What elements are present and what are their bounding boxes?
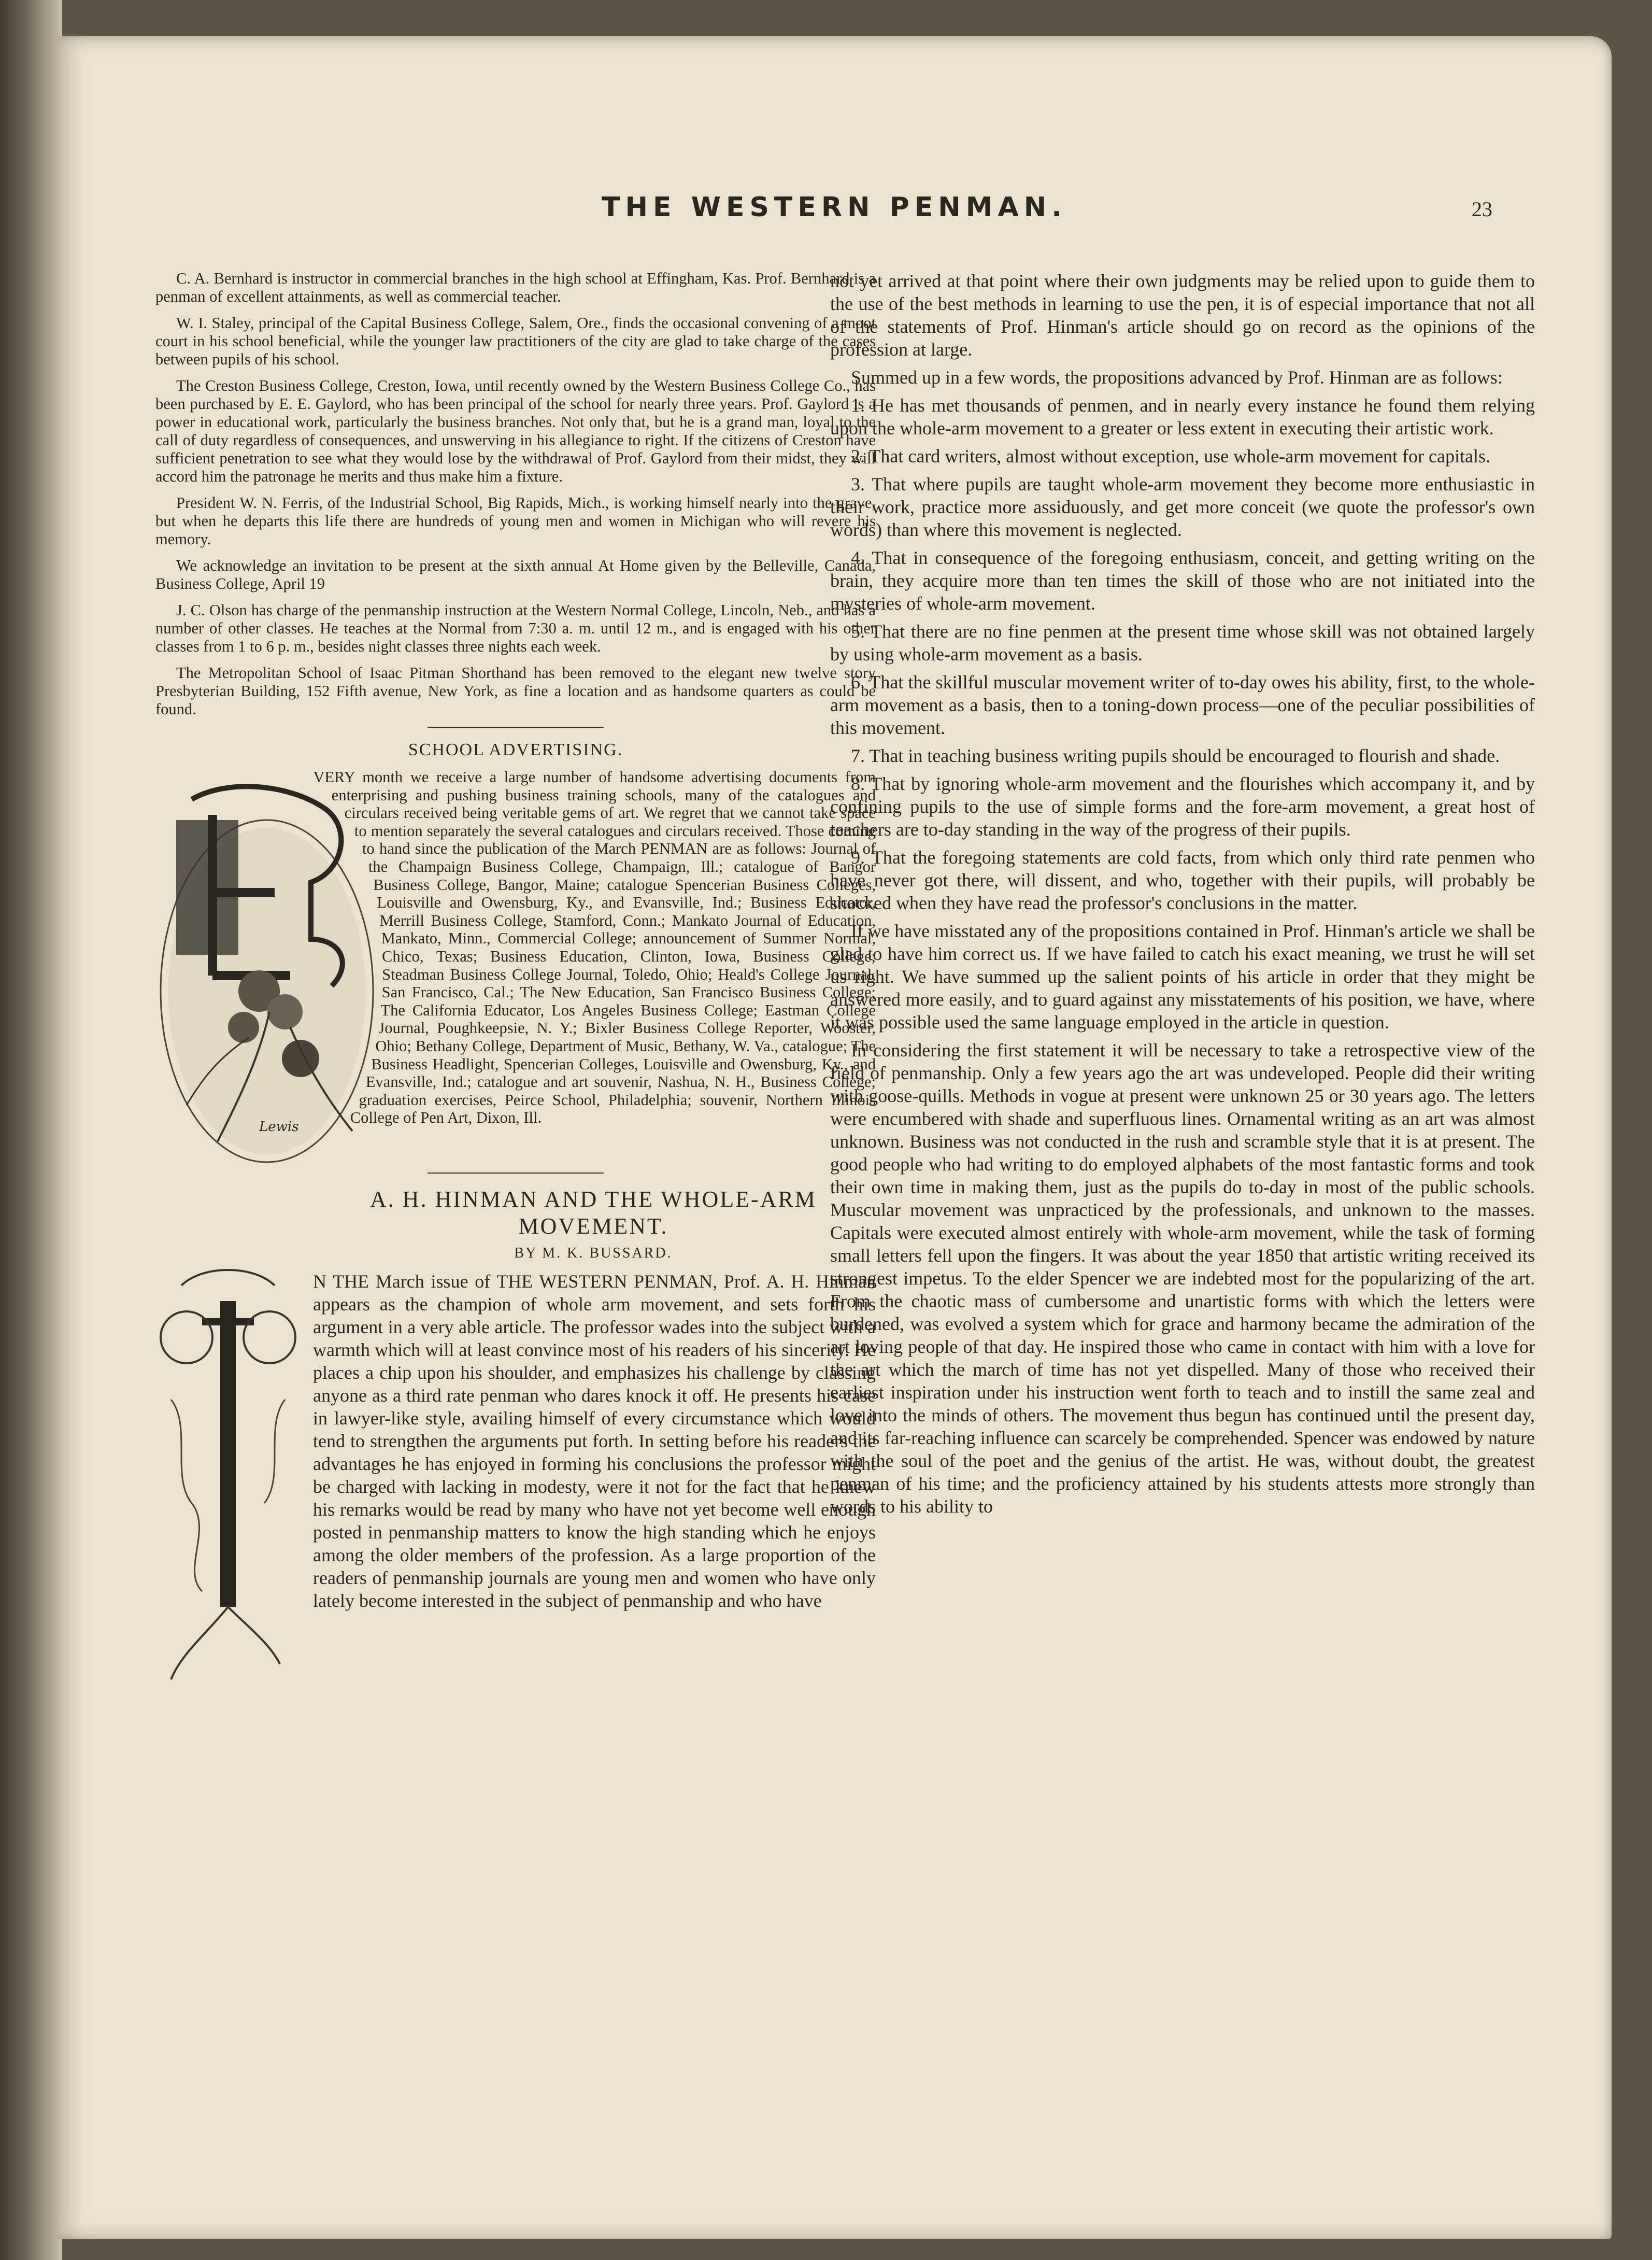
title-line: MOVEMENT. (518, 1213, 668, 1239)
ornamental-initial-e-illustration (155, 768, 389, 1167)
news-item: We acknowledge an invitation to be present at the sixth annual At Home given by the Belleville, Canada, Business College, April 19 (155, 557, 876, 592)
article-paragraph: 2. That card writers, almost without exception, use whole-arm movement for capitals. (851, 446, 1490, 467)
magazine-page (57, 36, 1612, 2239)
article-paragraph: 3. That where pupils are taught whole-arm movement they become more enthusiastic in their work, practice more assiduously, and get more conceit (we quote the professor's own words) than where this movement is neglected. (830, 474, 1535, 540)
section-divider (428, 727, 604, 728)
article-paragraph: 7. That in teaching business writing pupils should be encouraged to flourish and shade. (851, 745, 1500, 766)
page-header (57, 192, 1612, 238)
article-paragraph: 9. That the foregoing statements are cold facts, from which only third rate penmen who have never got there, will dissent, and who, together with their pupils, will probably be shocked when they have read the professor's conclusions in the matter. (830, 847, 1535, 913)
hinman-article (155, 1270, 876, 1612)
page-number: 23 (1472, 197, 1492, 221)
article-paragraph: Summed up in a few words, the propositions advanced by Prof. Hinman are as follows: (851, 367, 1503, 388)
left-column (155, 270, 876, 1695)
news-items (155, 270, 876, 718)
news-item: President W. N. Ferris, of the Industrial School, Big Rapids, Mich., is working himself nearly into the grave, but when he departs this life there are hundreds of young men and women in Michigan who will revere his memory. (155, 494, 876, 548)
article-paragraph: not yet arrived at that point where their own judgments may be relied upon to guide them to the use of the best methods in learning to use the pen, it is of especial importance that not all of the statements of Prof. Hinman's article should go on record as the opinions of the profession at large. (830, 271, 1535, 360)
news-item: J. C. Olson has charge of the penmanship instruction at the Western Normal College, Lincoln, Neb., and has a number of other classes. He teaches at the Normal from 7:30 a. m. until 12 m., and is engaged with his other classes from 1 to 6 p. m., besides night classes three nights each week. (155, 601, 876, 655)
article-paragraph: If we have misstated any of the propositions contained in Prof. Hinman's article we shall be glad to have him correct us. If we have failed to catch his exact meaning, we trust he will set us right. We have summed up the salient points of his article in order that they might be answered more easily, and to guard against any misstatements of his position, we have, where it was possible used the same language employed in the article in question. (830, 921, 1535, 1033)
news-item: W. I. Staley, principal of the Capital Business College, Salem, Ore., finds the occasional convening of a moot court in his school beneficial, while the younger law practitioners of the city are glad to take charge of the cases between pupils of his school. (155, 314, 876, 368)
school-advertising-heading: SCHOOL ADVERTISING. (408, 740, 623, 759)
floral-initial-icon (150, 1166, 306, 1690)
school-advertising-text: VERY month we receive a large number of handsome advertising documents from enterprising and pushing business training schools, many of the catalogues and circulars received being veritable gems of art. We regret that we cannot take space to mention separately the several catalogues and circulars received. Those coming to hand since the publication of the March PENMAN are as follows: Journal of the Champaign Business College, Champaign, Ill.; catalogue of Bangor Business College, Bangor, Maine; catalogue Spencerian Business Colleges, Louisville and Owensburg, Ky., and Evansville, Ind.; Business Educator, Merrill Business College, Stamford, Conn.; Mankato Journal of Education, Mankato, Minn., Commercial College; announcement of Summer Normal, Chico, Texas; Business Education, Clinton, Iowa, Business College; Steadman Business College Journal, Toledo, Ohio; Heald's College Journal, San Francisco, Cal.; The New Education, San Francisco Business College; The California Educator, Los Angeles Business College; Eastman College Journal, Poughkeepsie, N. Y.; Bixler Business College Reporter, Wooster, Ohio; Bethany College, Department of Music, Bethany, W. Va., catalogue; The Business Headlight, Spencerian Colleges, Louisville and Owensburg, Ky., and Evansville, Ind.; catalogue and art souvenir, Nashua, N. H., Business College; graduation exercises, Peirce School, Philadelphia; souvenir, Northern Illinois College of Pen Art, Dixon, Ill. (313, 768, 876, 1127)
article-paragraph: 1. He has met thousands of penmen, and in nearly every instance he found them relying upon the whole-arm movement to a greater or less extent in executing their artistic work. (830, 395, 1535, 439)
news-item: C. A. Bernhard is instructor in commercial branches in the high school at Effingham, Kas. Prof. Bernhard is a penman of excellent attainments, as well as commercial teacher. (155, 270, 876, 305)
article-paragraph: 6. That the skillful muscular movement writer of to-day owes his ability, first, to the whole-arm movement as a basis, then to a toning-down process—one of the peculiar possibilities of this movement. (830, 672, 1535, 738)
masthead: THE WESTERN PENMAN. (601, 192, 1067, 223)
article-paragraph: 8. That by ignoring whole-arm movement and the flourishes which accompany it, and by confining pupils to the use of simple forms and the fore-arm movement, a great host of teachers are to-day standing in the way of the progress of their pupils. (830, 773, 1535, 840)
article-byline: BY M. K. BUSSARD. (514, 1245, 673, 1261)
title-line: A. H. HINMAN AND THE WHOLE-ARM (370, 1186, 817, 1212)
article-paragraph: In considering the first statement it will be necessary to take a retrospective view of the field of penmanship. Only a few years ago the art was undeveloped. People did their writing with goose-quills. Methods in vogue at present were unknown 25 or 30 years ago. The letters were encumbered with shade and superfluous lines. Ornamental writing as an art was almost unknown. Business was not conducted in the rush and scramble style that it is at present. The good people who had writing to do employed alphabets of the most fantastic forms and took their own time in making them, just as the pupils do to-day in most of the public schools. Muscular movement was unpracticed by the professionals, and unknown to the masses. Capitals were executed almost entirely with whole-arm movement, while the task of forming small letters fell upon the fingers. It was about the year 1850 that artistic writing received its strongest impetus. To the elder Spencer we are indebted most for the popularizing of the art. From the chaotic mass of cumbersome and unartistic forms with which the letters were burdened, was evolved a system which for grace and harmony became the admiration of the art loving people of that day. He inspired those who came in contact with him with a love for the art which the march of time has not yet dispelled. Many of those who received their earliest inspiration under his instruction went forth to teach and to instill the same zeal and love into the minds of others. The movement thus begun has continued until the present day, and its far-reaching influence can scarcely be comprehended. Spencer was endowed by nature with the soul of the poet and the genius of the artist. He was, without doubt, the greatest penman of his time; and the proficiency attained by his students attests more strongly than words to his ability to (830, 1040, 1535, 1517)
news-item: The Creston Business College, Creston, Iowa, until recently owned by the Western Business College Co., has been purchased by E. E. Gaylord, who has been principal of the school for nearly three years. Prof. Gaylord is a power in educational work, particularly the business branches. Not only that, but he is a grand man, loyal to the call of duty regardless of consequences, and unswerving in his allegiance to right. If the citizens of Creston have sufficient penetration to see what they would lose by the withdrawal of Prof. Gaylord from their midst, they will accord him the patronage he merits and thus make him a fixture. (155, 377, 876, 485)
article-paragraph: 5. That there are no fine penmen at the present time whose skill was not obtained largely by using whole-arm movement as a basis. (830, 621, 1535, 665)
school-advertising-section (155, 768, 876, 1135)
right-column (830, 270, 1535, 1523)
book-spine (0, 0, 62, 2260)
hinman-article-text: N THE March issue of THE WESTERN PENMAN, Prof. A. H. Hinman appears as the champion of whole arm movement, and sets forth his argument in a very able article. The professor wades into the subject with a warmth which will at least convince most of his readers of his sincerity. He places a chip upon his shoulder, and emphasizes his challenge by classing anyone as a third rate penman who dares knock it off. He presents his case in lawyer-like style, availing himself of every circumstance which would tend to strengthen the arguments put forth. In setting before his readers the advantages he has enjoyed in forming his conclusions the professor might be charged with lacking in modesty, were it not for the fact that he knew his remarks would be read by many who have not yet become well enough posted in penmanship matters to know the high standing which he enjoys among the older members of the profession. As a large proportion of the readers of penmanship journals are young men and women who have only lately become interested in the subject of penmanship and who have (313, 1271, 876, 1611)
svg-text:Lewis: Lewis (259, 1119, 299, 1135)
floral-ornament-icon (155, 768, 389, 1167)
news-item: The Metropolitan School of Isaac Pitman Shorthand has been removed to the elegant new twelve story Presbyterian Building, 152 Fifth avenue, New York, as fine a location and as handsome quarters as could be found. (155, 664, 876, 718)
ornamental-initial-i-illustration (150, 1166, 306, 1690)
section-divider (428, 1173, 604, 1174)
article-paragraph: 4. That in consequence of the foregoing enthusiasm, conceit, and getting writing on the brain, they acquire more than ten times the skill of those who are not initiated into the mysteries of whole-arm movement. (830, 547, 1535, 614)
